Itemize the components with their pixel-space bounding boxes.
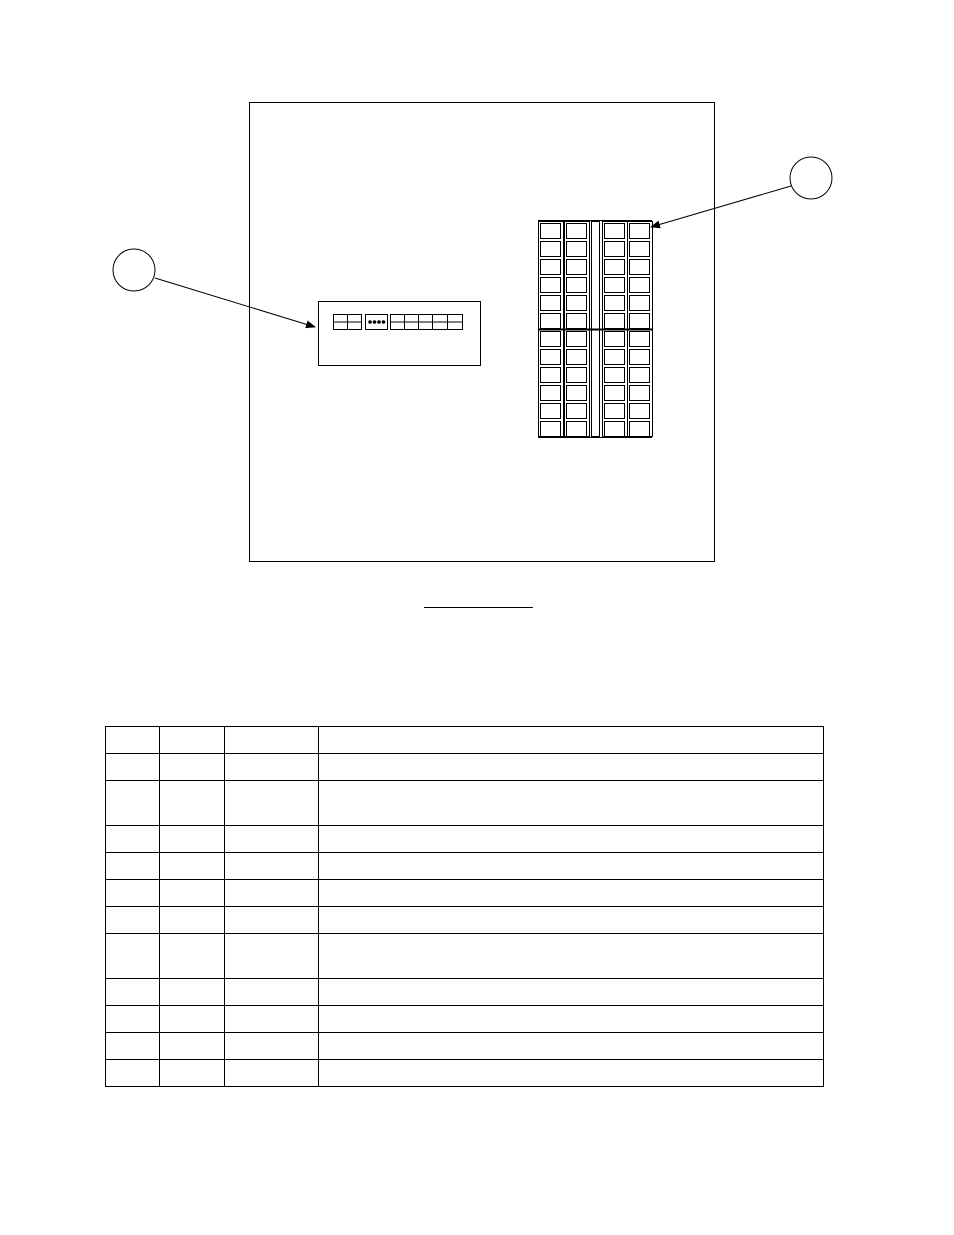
table-cell	[160, 880, 225, 907]
terminal-cell	[541, 368, 561, 383]
terminal-cell	[605, 224, 625, 239]
table-cell	[106, 781, 160, 826]
terminal-cell	[541, 386, 561, 401]
terminal-cell	[541, 350, 561, 365]
terminal-cell	[541, 260, 561, 275]
terminal-cell	[567, 260, 587, 275]
terminal-cell	[630, 332, 650, 347]
terminal-cell	[541, 422, 561, 437]
table-row	[106, 853, 824, 880]
table-cell	[319, 781, 824, 826]
terminal-cell	[567, 242, 587, 257]
table-cell	[319, 907, 824, 934]
terminal-cell	[605, 350, 625, 365]
terminal-cell	[605, 404, 625, 419]
figure-caption-underline	[424, 607, 533, 608]
table-cell	[160, 907, 225, 934]
table-cell	[160, 826, 225, 853]
table-cell	[319, 826, 824, 853]
terminal-cell	[541, 314, 561, 329]
table-cell	[160, 1060, 225, 1087]
terminal-cell	[567, 224, 587, 239]
terminal-cell	[567, 278, 587, 293]
terminal-cell	[630, 350, 650, 365]
table-cell	[225, 754, 319, 781]
table-cell	[225, 880, 319, 907]
terminal-cell	[541, 278, 561, 293]
table-cell	[319, 1006, 824, 1033]
table-cell	[225, 853, 319, 880]
table-cell	[225, 1033, 319, 1060]
terminal-cell	[605, 296, 625, 311]
terminal-cell	[630, 224, 650, 239]
terminal-cell	[605, 386, 625, 401]
table-header-cell	[225, 727, 319, 754]
table-cell	[319, 934, 824, 979]
table-cell	[106, 979, 160, 1006]
terminal-cell	[567, 296, 587, 311]
table-row	[106, 754, 824, 781]
table-row	[106, 781, 824, 826]
table-cell	[160, 754, 225, 781]
terminal-cell	[630, 278, 650, 293]
terminal-cell	[630, 242, 650, 257]
terminal-block	[538, 220, 653, 438]
table-cell	[225, 1006, 319, 1033]
table-cell	[160, 853, 225, 880]
terminal-cell	[541, 242, 561, 257]
terminal-cell	[567, 404, 587, 419]
table-cell	[106, 907, 160, 934]
terminal-cell	[605, 242, 625, 257]
terminal-cell	[630, 404, 650, 419]
table-header-cell	[319, 727, 824, 754]
table-header-cell	[106, 727, 160, 754]
terminal-cell	[567, 368, 587, 383]
terminal-cell	[605, 314, 625, 329]
table-cell	[319, 880, 824, 907]
table-cell	[106, 1006, 160, 1033]
table-cell	[225, 781, 319, 826]
table-cell	[106, 934, 160, 979]
table-cell	[160, 934, 225, 979]
table-cell	[160, 1006, 225, 1033]
parts-table	[105, 726, 824, 1087]
table-cell	[225, 934, 319, 979]
table-cell	[319, 853, 824, 880]
table-header-cell	[160, 727, 225, 754]
terminal-cell	[567, 350, 587, 365]
table-cell	[160, 1033, 225, 1060]
table-cell	[160, 979, 225, 1006]
terminal-cell	[605, 368, 625, 383]
table-row	[106, 907, 824, 934]
table-row	[106, 1033, 824, 1060]
table-cell	[160, 781, 225, 826]
table-row	[106, 979, 824, 1006]
table-cell	[106, 853, 160, 880]
table-cell	[319, 1060, 824, 1087]
terminal-cell	[605, 260, 625, 275]
table-cell	[319, 1033, 824, 1060]
terminal-cell	[630, 260, 650, 275]
table-row	[106, 826, 824, 853]
table-header-row	[106, 727, 824, 754]
terminal-cell	[541, 332, 561, 347]
terminal-cell	[630, 296, 650, 311]
terminal-cell	[567, 332, 587, 347]
table-cell	[106, 826, 160, 853]
terminal-cell	[541, 296, 561, 311]
terminal-cell	[541, 224, 561, 239]
terminal-cell	[630, 314, 650, 329]
terminal-cell	[605, 422, 625, 437]
terminal-cell	[541, 404, 561, 419]
callout-left	[113, 249, 315, 327]
table-row	[106, 880, 824, 907]
table-cell	[319, 979, 824, 1006]
table-row	[106, 1060, 824, 1087]
terminal-cell	[605, 332, 625, 347]
switch-panel	[319, 302, 481, 366]
table-cell	[106, 1060, 160, 1087]
table-cell	[106, 880, 160, 907]
terminal-cell	[567, 422, 587, 437]
table-cell	[225, 1060, 319, 1087]
callout-right	[651, 157, 832, 227]
terminal-cell	[630, 422, 650, 437]
table-cell	[225, 979, 319, 1006]
table-cell	[106, 1033, 160, 1060]
terminal-cell	[567, 386, 587, 401]
terminal-cell	[567, 314, 587, 329]
table-cell	[106, 754, 160, 781]
table-row	[106, 1006, 824, 1033]
terminal-cell	[630, 386, 650, 401]
table-cell	[225, 907, 319, 934]
table-row	[106, 934, 824, 979]
table-cell	[225, 826, 319, 853]
terminal-cell	[605, 278, 625, 293]
terminal-cell	[630, 368, 650, 383]
table-cell	[319, 754, 824, 781]
